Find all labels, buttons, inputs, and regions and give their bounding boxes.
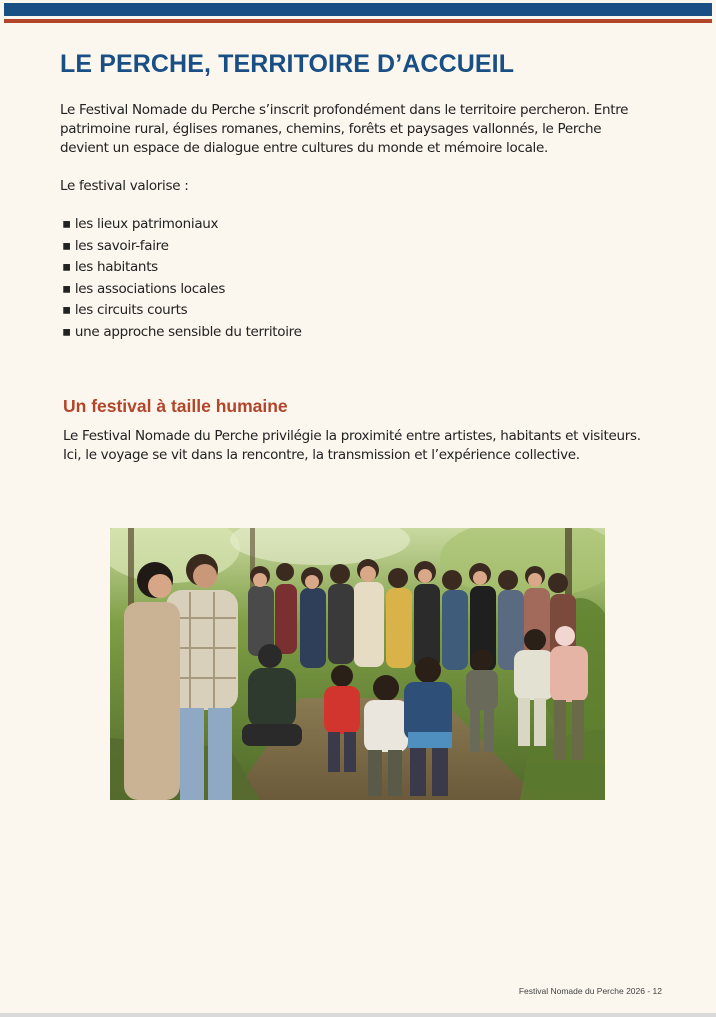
values-lead: Le festival valorise : [60, 178, 189, 194]
page-title: LE PERCHE, TERRITOIRE D’ACCUEIL [60, 50, 515, 78]
section-heading: Un festival à taille humaine [63, 396, 288, 416]
values-list [62, 214, 302, 344]
list-item: ▪ les savoir-faire [62, 237, 169, 254]
header-band-blue [4, 3, 712, 16]
list-item: ▪ les habitants [62, 259, 158, 276]
list-item: ▪ les circuits courts [62, 302, 188, 319]
section-paragraph: Le Festival Nomade du Perche privilégie la proximité entre artistes, habitants et visiteurs. Ici, le voyage se vit dans la rencontre, la transmission et l’expérience collective. [63, 428, 641, 463]
intro-paragraph: Le Festival Nomade du Perche s’inscrit profondément dans le territoire percheron. Entre patrimoine rural, églises romanes, chemins, forêts et paysages vallonnés, le Perche devient un espace de dialogue entre cultures du monde et mémoire locale. [60, 102, 629, 156]
list-item: ▪ une approche sensible du territoire [62, 323, 302, 340]
festival-crowd-photo [110, 528, 605, 800]
page-footer: Festival Nomade du Perche 2026 - 12 [518, 986, 662, 996]
list-item: ▪ les lieux patrimoniaux [62, 216, 219, 232]
page-bottom-edge [0, 1013, 716, 1017]
list-item: ▪ les associations locales [62, 280, 226, 297]
header-band-red [4, 19, 712, 23]
